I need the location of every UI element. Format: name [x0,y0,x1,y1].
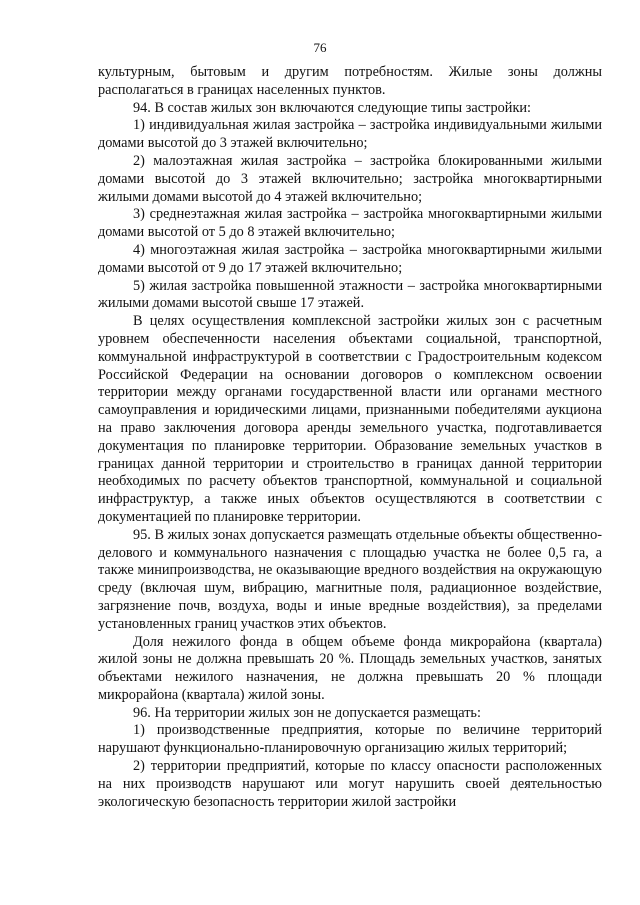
paragraph: 95. В жилых зонах допускается размещать отдельные объекты общественно-делового и коммунального назначения с площадью участка не более 0,5 га, а также минипроизводства, не оказывающие вредного воздействия на окружающую среду (включая шум, вибрацию, магнитные поля, радиационное воздействие, загрязнение почв, воздуха, воды и иные вредные воздействия), за пределами установленных границ участков этих объектов. [98,526,602,632]
paragraph: культурным, бытовым и другим потребностям. Жилые зоны должны располагаться в границах населенных пунктов. [98,64,602,98]
paragraph: 3) среднеэтажная жилая застройка – застройка многоквартирными жилыми домами высотой от 5 до 8 этажей включительно; [98,206,602,241]
paragraph: 1) индивидуальная жилая застройка – застройка индивидуальными жилыми домами высотой до 3 этажей включительно; [98,117,602,152]
page-number: 76 [313,40,327,55]
paragraph: 2) малоэтажная жилая застройка – застройка блокированными жилыми домами высотой до 3 этажей включительно; застройка многоквартирными жилыми домами высотой до 4 этажей включительно; [98,152,602,205]
paragraph: Доля нежилого фонда в общем объеме фонда микрорайона (квартала) жилой зоны не должна превышать 20 %. Площадь земельных участков, занятых объектами нежилого назначения, не должна превышать 20 % площади микрорайона (квартала) жилой зоны. [98,633,602,703]
paragraph: 4) многоэтажная жилая застройка – застройка многоквартирными жилыми домами высотой от 9 до 17 этажей включительно; [98,241,602,276]
document-body [98,64,602,811]
paragraph: 5) жилая застройка повышенной этажности – застройка многоквартирными жилыми домами высотой свыше 17 этажей. [98,277,602,312]
paragraph: 94. В состав жилых зон включаются следующие типы застройки: [133,99,532,116]
paragraph: 2) территории предприятий, которые по классу опасности расположенных на них производств нарушают или могут нарушить своей деятельностью экологическую безопасность территории жилой застройки [98,758,602,810]
paragraph: 1) производственные предприятия, которые по величине территорий нарушают функционально-планировочную организацию жилых территорий; [98,722,602,757]
paragraph: В целях осуществления комплексной застройки жилых зон с расчетным уровнем обеспеченности населения объектами социальной, транспортной, коммунальной инфраструктурой в соответствии с Градостроительным кодексом Российской Федерации на основании договоров о комплексном освоении территории между органами государственной власти или органами местного самоуправления и юридическими лицами, признанными победителями аукциона на право заключения договора аренды земельного участка, подготавливается документация по планировке территории. Образование земельных участков в границах данной территории и строительство в границах данной территории необходимых по расчету объектов транспортной, коммунальной и социальной инфраструктур, а также иных объектов осуществляются в соответствии с документацией по планировке территории. [98,313,602,525]
paragraph: 96. На территории жилых зон не допускается размещать: [133,704,481,721]
